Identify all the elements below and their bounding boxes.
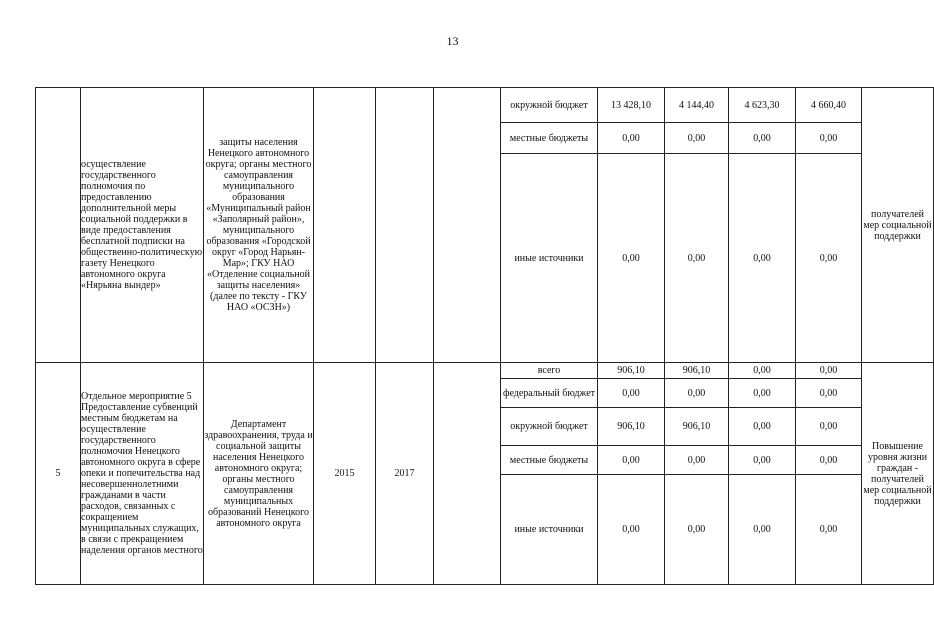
measure-description: осуществление государственного полномочия по предоставлению дополнительной меры социальной поддержки в виде предоставления бесплатной подписки на общественно-политическую газету Ненецкого автономного округа «Нярьяна вындер»: [81, 88, 204, 363]
amount-total: 0,00: [598, 446, 665, 475]
start-year-cell: [314, 88, 376, 363]
funding-source: местные бюджеты: [501, 446, 598, 475]
amount-total: 0,00: [598, 154, 665, 363]
funding-source: окружной бюджет: [501, 408, 598, 446]
amount-2016: 0,00: [729, 363, 796, 379]
amount-total: 906,10: [598, 363, 665, 379]
amount-total: 13 428,10: [598, 88, 665, 123]
amount-2017: 0,00: [796, 154, 862, 363]
responsible-executor: защиты населения Ненецкого автономного округа; органы местного самоуправления муниципального образования «Муниципальный район «Заполярный район», муниципального образования «Городской округ «Город Нарьян-Мар»; ГКУ НАО «Отделение социальной защиты населения» (далее по тексту - ГКУ НАО «ОСЗН»): [204, 88, 314, 363]
amount-2017: 0,00: [796, 408, 862, 446]
funding-source: иные источники: [501, 154, 598, 363]
amount-2015: 0,00: [665, 154, 729, 363]
amount-2015: 0,00: [665, 446, 729, 475]
page-number: 13: [446, 34, 459, 48]
amount-total: 0,00: [598, 475, 665, 585]
amount-2015: 0,00: [665, 379, 729, 408]
amount-2015: 0,00: [665, 123, 729, 154]
program-table: [35, 87, 934, 585]
amount-2015: 0,00: [665, 475, 729, 585]
empty-cell: [434, 88, 501, 363]
amount-2017: 0,00: [796, 446, 862, 475]
amount-2016: 0,00: [729, 475, 796, 585]
amount-2015: 906,10: [665, 363, 729, 379]
amount-2017: 0,00: [796, 123, 862, 154]
funding-source: окружной бюджет: [501, 88, 598, 123]
amount-2017: 0,00: [796, 379, 862, 408]
amount-2015: 4 144,40: [665, 88, 729, 123]
expected-result: Повышение уровня жизни граждан - получателей мер социальной поддержки: [862, 363, 934, 585]
amount-2017: 4 660,40: [796, 88, 862, 123]
amount-total: 906,10: [598, 408, 665, 446]
funding-source: иные источники: [501, 475, 598, 585]
amount-2017: 0,00: [796, 363, 862, 379]
responsible-executor: Департамент здравоохранения, труда и социальной защиты населения Ненецкого автономного округа; органы местного самоуправления муниципальных образований Ненецкого автономного округа: [204, 363, 314, 585]
amount-2016: 0,00: [729, 123, 796, 154]
row-number-cell: [36, 88, 81, 363]
funding-source: федеральный бюджет: [501, 379, 598, 408]
row-number-cell: 5: [36, 363, 81, 585]
end-year-cell: [376, 88, 434, 363]
expected-result: получателей мер социальной поддержки: [862, 88, 934, 363]
end-year-cell: 2017: [376, 363, 434, 585]
amount-2017: 0,00: [796, 475, 862, 585]
funding-source: всего: [501, 363, 598, 379]
measure-description: Отдельное мероприятие 5 Предоставление субвенций местным бюджетам на осуществление государственного полномочия Ненецкого автономного округа в сфере опеки и попечительства над несовершеннолетними гражданами в части расходов, связанных с сокращением муниципальных служащих, в связи с прекращением наделения органов местного: [81, 363, 204, 585]
amount-total: 0,00: [598, 379, 665, 408]
amount-2016: 0,00: [729, 446, 796, 475]
amount-2016: 0,00: [729, 379, 796, 408]
empty-cell: [434, 363, 501, 585]
funding-source: местные бюджеты: [501, 123, 598, 154]
amount-2015: 906,10: [665, 408, 729, 446]
amount-total: 0,00: [598, 123, 665, 154]
table-row: [36, 363, 934, 379]
amount-2016: 4 623,30: [729, 88, 796, 123]
start-year-cell: 2015: [314, 363, 376, 585]
amount-2016: 0,00: [729, 154, 796, 363]
amount-2016: 0,00: [729, 408, 796, 446]
table-row: [36, 88, 934, 123]
